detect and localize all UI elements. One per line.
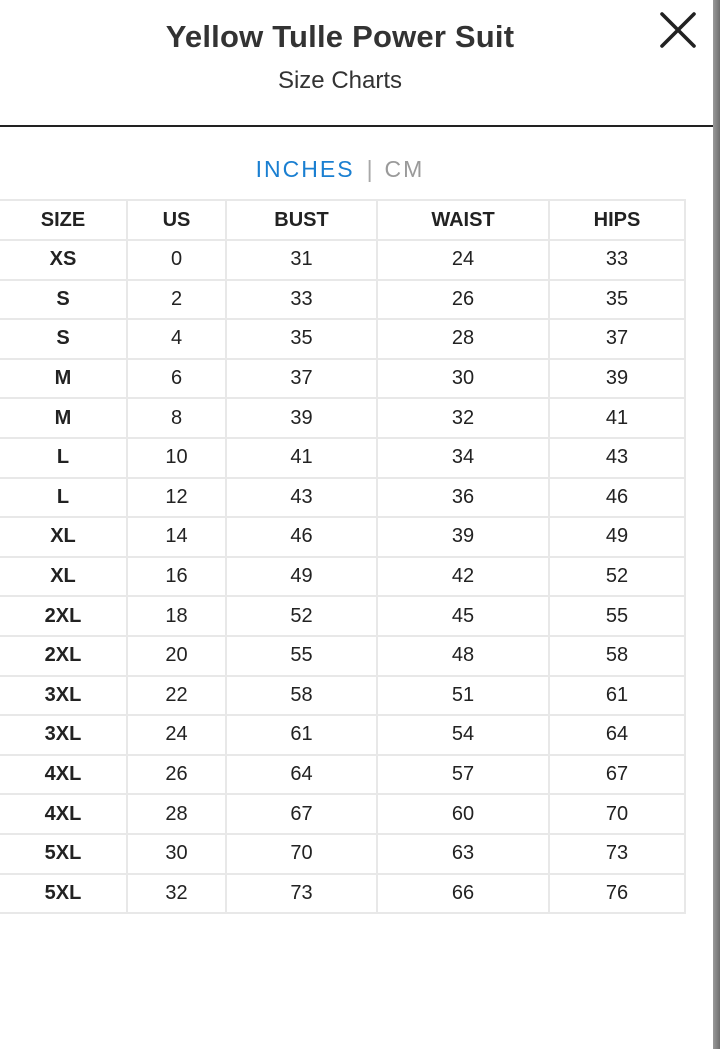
hips-cell: 46	[549, 478, 685, 518]
waist-cell: 54	[377, 715, 549, 755]
table-row	[0, 834, 685, 874]
us-cell: 28	[127, 794, 226, 834]
size-cell: XS	[0, 240, 127, 280]
size-cell: XL	[0, 517, 127, 557]
waist-cell: 51	[377, 676, 549, 716]
hips-cell: 58	[549, 636, 685, 676]
us-cell: 4	[127, 319, 226, 359]
waist-cell: 24	[377, 240, 549, 280]
size-cell: M	[0, 359, 127, 399]
hips-cell: 35	[549, 280, 685, 320]
waist-cell: 66	[377, 874, 549, 914]
table-row	[0, 794, 685, 834]
unit-cm-tab[interactable]: CM	[384, 156, 425, 182]
unit-inches-tab[interactable]: INCHES	[255, 156, 355, 182]
us-cell: 14	[127, 517, 226, 557]
us-cell: 20	[127, 636, 226, 676]
modal-header	[0, 0, 713, 127]
column-header: WAIST	[377, 200, 549, 240]
us-cell: 26	[127, 755, 226, 795]
size-cell: S	[0, 280, 127, 320]
bust-cell: 37	[226, 359, 377, 399]
close-icon	[656, 8, 700, 52]
hips-cell: 73	[549, 834, 685, 874]
us-cell: 24	[127, 715, 226, 755]
hips-cell: 61	[549, 676, 685, 716]
size-cell: S	[0, 319, 127, 359]
table-row	[0, 596, 685, 636]
column-header: US	[127, 200, 226, 240]
table-row	[0, 280, 685, 320]
table-row	[0, 398, 685, 438]
size-chart-table	[0, 199, 686, 914]
bust-cell: 35	[226, 319, 377, 359]
bust-cell: 39	[226, 398, 377, 438]
waist-cell: 45	[377, 596, 549, 636]
table-row	[0, 557, 685, 597]
us-cell: 6	[127, 359, 226, 399]
bust-cell: 70	[226, 834, 377, 874]
table-row	[0, 478, 685, 518]
table-row	[0, 676, 685, 716]
hips-cell: 41	[549, 398, 685, 438]
us-cell: 18	[127, 596, 226, 636]
size-cell: XL	[0, 557, 127, 597]
bust-cell: 61	[226, 715, 377, 755]
bust-cell: 43	[226, 478, 377, 518]
us-cell: 12	[127, 478, 226, 518]
page-subtitle: Size Charts	[277, 67, 403, 94]
table-row	[0, 715, 685, 755]
us-cell: 16	[127, 557, 226, 597]
waist-cell: 26	[377, 280, 549, 320]
waist-cell: 63	[377, 834, 549, 874]
us-cell: 30	[127, 834, 226, 874]
waist-cell: 30	[377, 359, 549, 399]
table-row	[0, 636, 685, 676]
waist-cell: 28	[377, 319, 549, 359]
table-row	[0, 319, 685, 359]
bust-cell: 46	[226, 517, 377, 557]
hips-cell: 33	[549, 240, 685, 280]
us-cell: 2	[127, 280, 226, 320]
waist-cell: 39	[377, 517, 549, 557]
waist-cell: 60	[377, 794, 549, 834]
size-cell: 2XL	[0, 596, 127, 636]
hips-cell: 37	[549, 319, 685, 359]
column-header: SIZE	[0, 200, 127, 240]
scrollbar[interactable]	[713, 0, 720, 1049]
hips-cell: 55	[549, 596, 685, 636]
bust-cell: 52	[226, 596, 377, 636]
size-cell: 3XL	[0, 715, 127, 755]
waist-cell: 48	[377, 636, 549, 676]
bust-cell: 33	[226, 280, 377, 320]
us-cell: 32	[127, 874, 226, 914]
table-row	[0, 874, 685, 914]
bust-cell: 64	[226, 755, 377, 795]
size-cell: 4XL	[0, 794, 127, 834]
hips-cell: 43	[549, 438, 685, 478]
size-cell: 3XL	[0, 676, 127, 716]
us-cell: 22	[127, 676, 226, 716]
hips-cell: 49	[549, 517, 685, 557]
close-button[interactable]	[656, 8, 700, 52]
size-cell: 4XL	[0, 755, 127, 795]
hips-cell: 76	[549, 874, 685, 914]
bust-cell: 31	[226, 240, 377, 280]
us-cell: 8	[127, 398, 226, 438]
table-header-row	[0, 200, 685, 240]
bust-cell: 67	[226, 794, 377, 834]
hips-cell: 52	[549, 557, 685, 597]
waist-cell: 34	[377, 438, 549, 478]
size-cell: L	[0, 478, 127, 518]
waist-cell: 42	[377, 557, 549, 597]
hips-cell: 70	[549, 794, 685, 834]
waist-cell: 32	[377, 398, 549, 438]
hips-cell: 39	[549, 359, 685, 399]
column-header: BUST	[226, 200, 377, 240]
us-cell: 0	[127, 240, 226, 280]
bust-cell: 55	[226, 636, 377, 676]
unit-toggle	[0, 156, 680, 183]
size-cell: L	[0, 438, 127, 478]
table-row	[0, 755, 685, 795]
bust-cell: 41	[226, 438, 377, 478]
table-row	[0, 359, 685, 399]
waist-cell: 36	[377, 478, 549, 518]
table-row	[0, 517, 685, 557]
table-row	[0, 438, 685, 478]
size-cell: 2XL	[0, 636, 127, 676]
bust-cell: 73	[226, 874, 377, 914]
bust-cell: 49	[226, 557, 377, 597]
size-cell: M	[0, 398, 127, 438]
waist-cell: 57	[377, 755, 549, 795]
size-cell: 5XL	[0, 874, 127, 914]
unit-separator: |	[366, 156, 373, 182]
size-cell: 5XL	[0, 834, 127, 874]
table-row	[0, 240, 685, 280]
table-body	[0, 240, 685, 913]
page-title: Yellow Tulle Power Suit	[165, 19, 515, 54]
column-header: HIPS	[549, 200, 685, 240]
bust-cell: 58	[226, 676, 377, 716]
hips-cell: 64	[549, 715, 685, 755]
us-cell: 10	[127, 438, 226, 478]
hips-cell: 67	[549, 755, 685, 795]
